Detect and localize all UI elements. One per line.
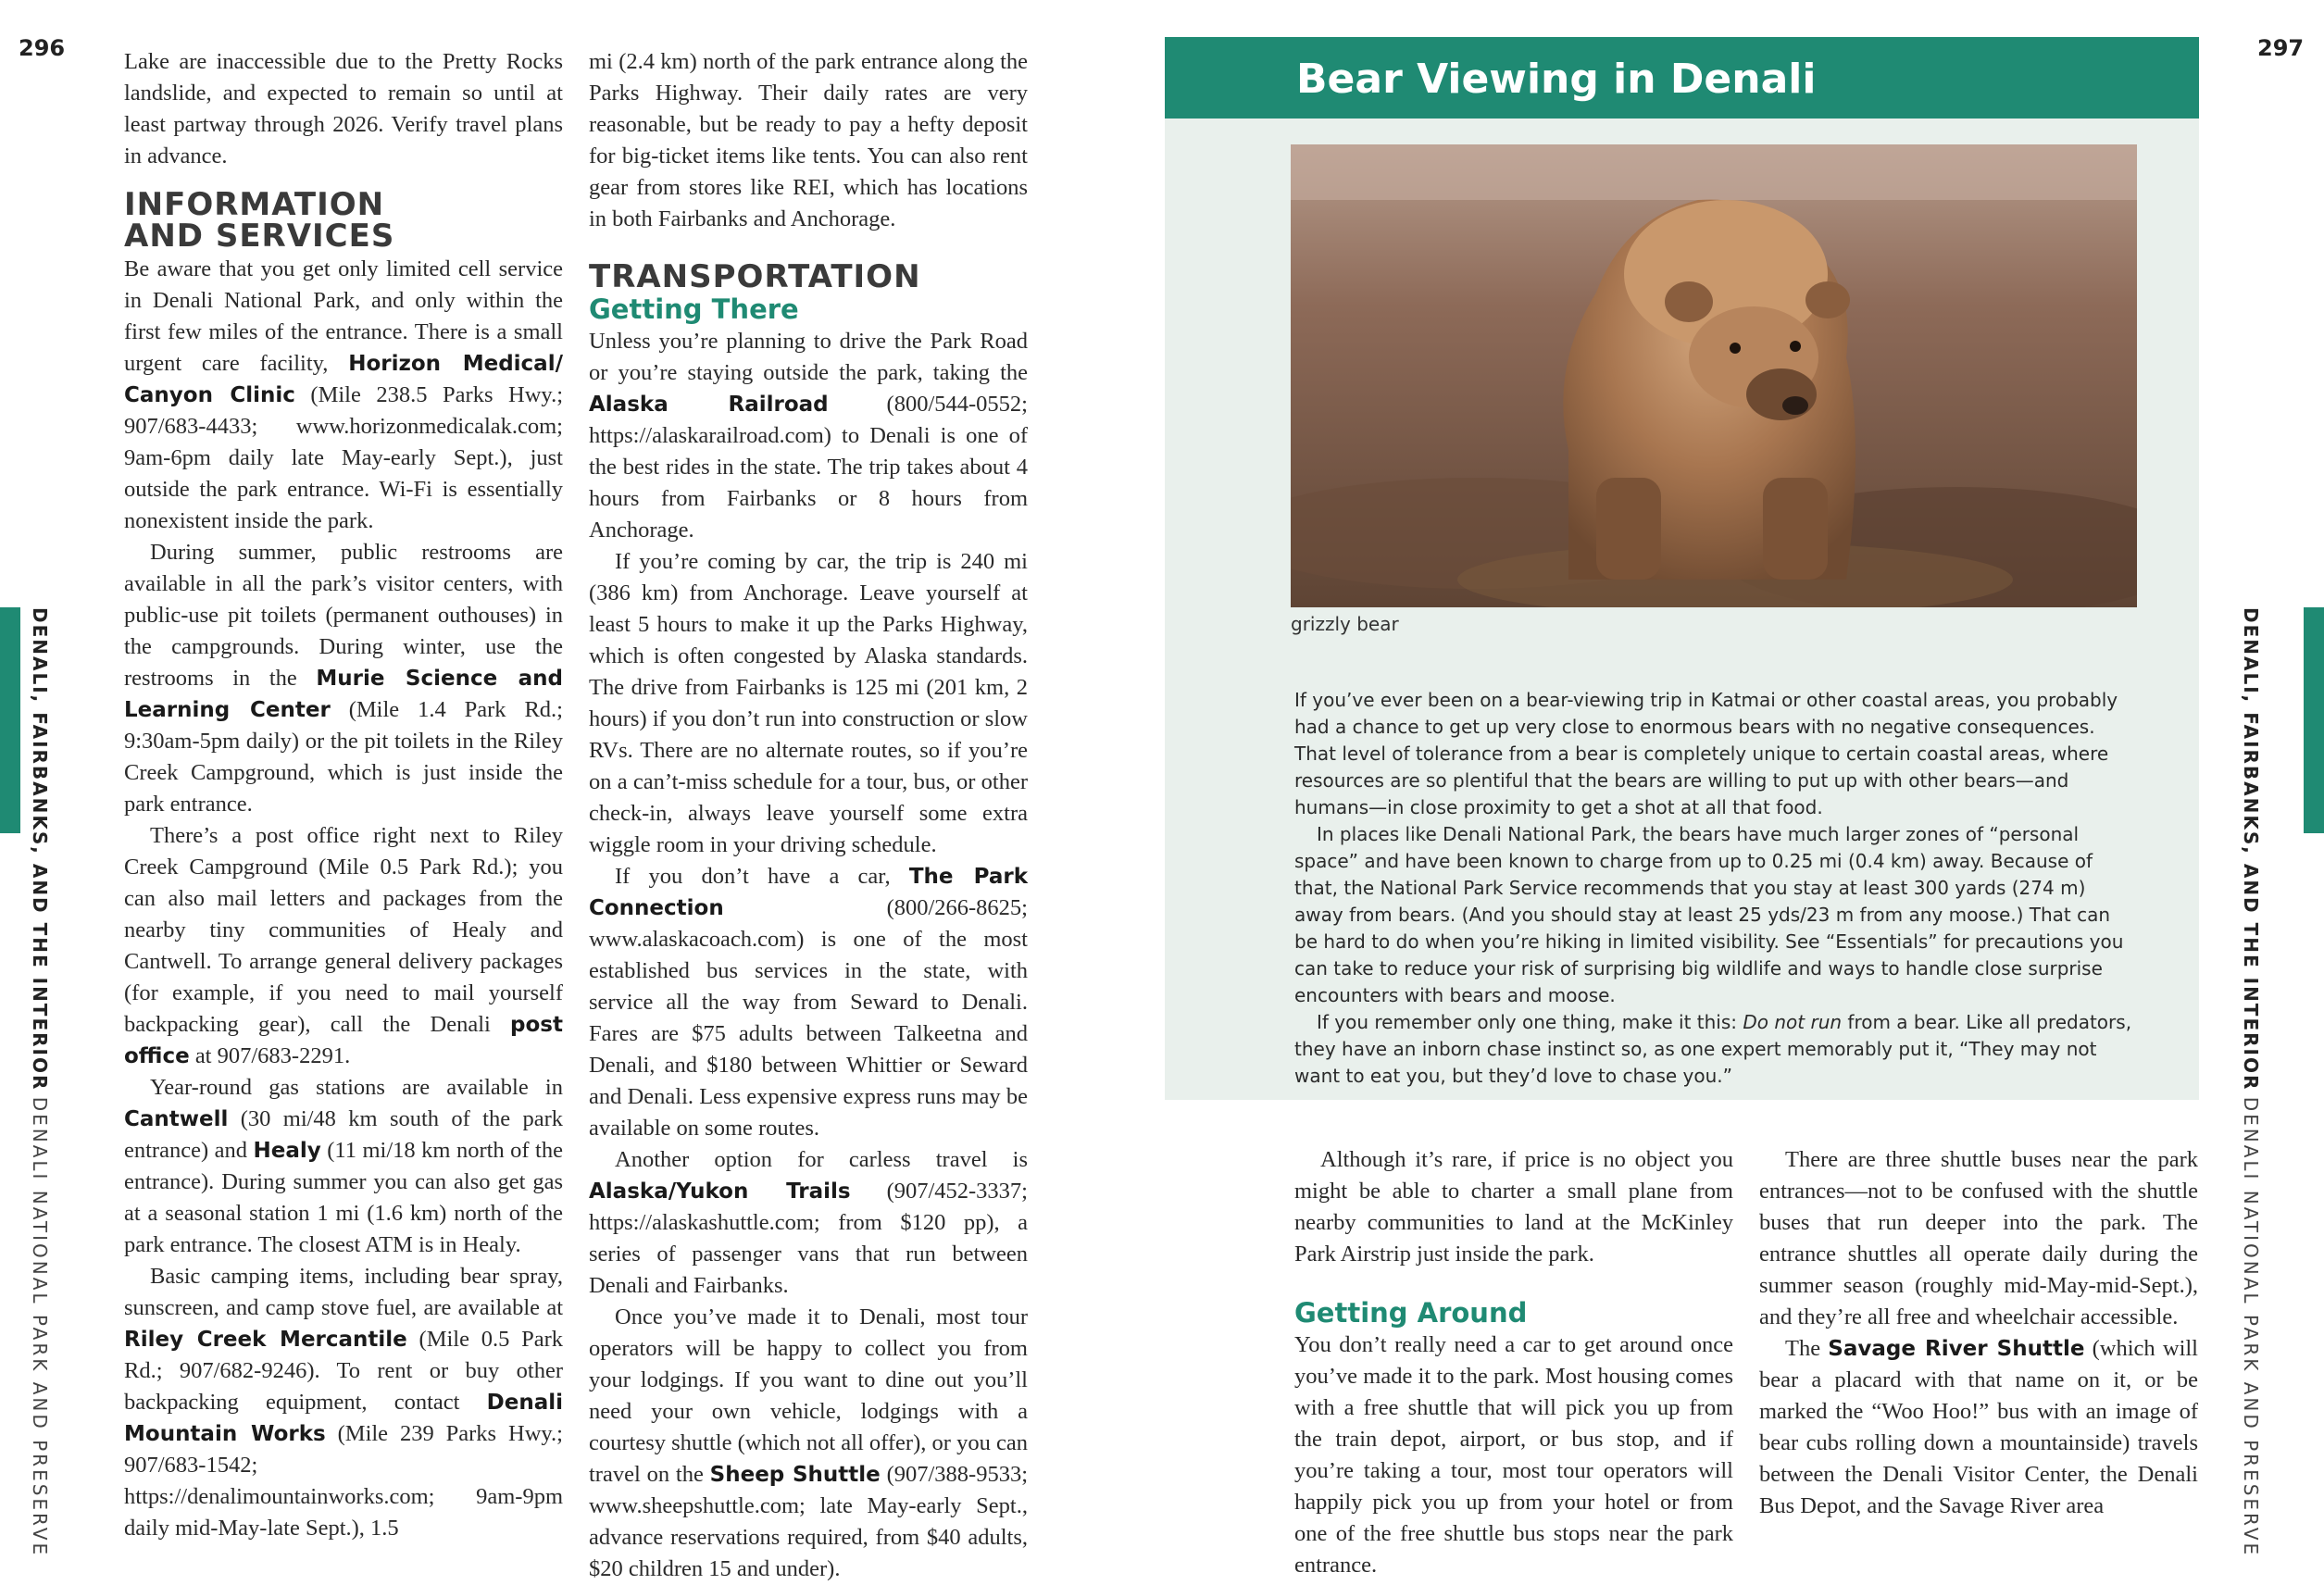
paragraph: Although it’s rare, if price is no object you might be able to charter a small plane from nearby communities to land at the McKinley Park Airstrip just inside the park. [1294,1147,1733,1267]
paragraph: During summer, public restrooms are available in all the park’s visitor centers, with public-use pit toilets (permanent outhouses) in the campgrounds. During winter, use the restrooms in the Murie Science and Learning Center (Mile 1.4 Park Rd.; 9:30am-5pm daily) or the pit toilets in the Riley Creek Campground, which is just inside the park entrance. [124,540,563,817]
place-name: Savage River Shuttle [1828,1337,2085,1361]
subheading-getting-there: Getting There [589,293,799,325]
place-name: Alaska Railroad [589,393,829,417]
page-number-right: 297 [2257,35,2305,61]
paragraph: The Savage River Shuttle (which will bear a placard with that name on it, or be marked the “Woo Hoo!” bus with an image of bear cubs rolling down a mountainside) travels between the Denali Visitor Center, the Denali Bus Depot, and the Savage River area [1759,1336,2198,1518]
section-heading-transportation: TRANSPORTATION [589,258,921,295]
side-label-left [28,607,52,1557]
place-name: The Park Connection [589,865,1028,920]
text-column-2 [589,46,1028,1585]
page-number-left: 296 [19,35,66,61]
paragraph: In places like Denali National Park, the bears have much larger zones of “personal space” and have been known to charge from up to 0.25 mi (0.4 km) away. Because of that, the National Park Service recommends that you stay at least 300 yards (274 m) away from bears. (And you should stay at least 25 yds/23 m from any moose.) That can be hard to do when you’re hiking in limited visibility. See “Essentials” for precautions you can take to reduce your risk of surprising big wildlife and ways to handle close surprise encounters with bears and moose. [1294,823,2124,1006]
paragraph: Lake are inaccessible due to the Pretty Rocks landslide, and expected to remain so until at least partway through 2026. Verify travel plans in advance. [124,49,563,168]
place-name: Riley Creek Mercantile [124,1328,407,1352]
paragraph: There’s a post office right next to Riley Creek Campground (Mile 0.5 Park Rd.); you can also mail letters and packages from the nearby tiny communities of Healy and Cantwell. To arrange general delivery packages (for example, if you need to mail yourself backpacking gear), call the Denali post office at 907/683-2291. [124,823,563,1068]
place-name: Healy [253,1139,321,1163]
thumb-tab-left [0,607,20,833]
place-name: Murie Science and Learning Center [124,667,563,722]
side-label-subtitle: DENALI NATIONAL PARK AND PRESERVE [2240,1096,2262,1558]
paragraph: There are three shuttle buses near the park entrances—not to be confused with the shuttle buses that run deeper into the park. The entrance shuttles all operate daily during the summer season (roughly mid-May-mid-Sept.), and they’re all free and wheelchair accessible. [1759,1147,2198,1329]
place-name: Horizon Medical/ Canyon Clinic [124,352,563,407]
paragraph: If you’re coming by car, the trip is 240 mi (386 km) from Anchorage. Leave yourself at least 5 hours to make it up the Parks Highway, which is often congested by Alaska standards. The drive from Fairbanks is 125 mi (201 km, 2 hours) if you don’t run into construction or slow RVs. There are no alternate routes, so if you’re on a can’t-miss schedule for a tour, bus, or other check-in, always leave yourself some extra wiggle room in your driving schedule. [589,549,1028,857]
side-label-title: DENALI, FAIRBANKS, AND THE INTERIOR [2240,607,2262,1092]
side-label-title: DENALI, FAIRBANKS, AND THE INTERIOR [29,607,51,1092]
paragraph: Year-round gas stations are available in Cantwell (30 mi/48 km south of the park entrance) and Healy (11 mi/18 km north of the entrance). During summer you can also get gas at a seasonal station 1 mi (1.6 km) north of the park entrance. The closest ATM is in Healy. [124,1075,563,1257]
side-label-right [2239,607,2263,1557]
paragraph: Another option for carless travel is Alaska/Yukon Trails (907/452-3337; https://alaskashuttle.com; from $120 pp), a series of passenger vans that run between Denali and Fairbanks. [589,1147,1028,1298]
paragraph: You don’t really need a car to get around once you’ve made it to the park. Most housing comes with a free shuttle that will pick you up from the train depot, airport, or bus stop, and if you’re taking a tour, most tour operators will happily pick you up from your hotel or from one of the free shuttle bus stops near the park entrance. [1294,1332,1733,1578]
grizzly-bear-photo [1291,144,2137,607]
paragraph: If you remember only one thing, make it this: Do not run from a bear. Like all predators, they have an inborn chase instinct so, as one expert memorably put it, “They may not want to eat you, but they’d love to chase you.” [1294,1011,2132,1087]
place-name: Cantwell [124,1107,229,1131]
section-heading-information: INFORMATION AND SERVICES [124,186,395,255]
text-column-1 [124,46,563,1544]
sidebar-body [1294,687,2139,1090]
subheading-getting-around: Getting Around [1294,1297,1528,1329]
place-name: Alaska/Yukon Trails [589,1179,851,1204]
sidebar-title: Bear Viewing in Denali [1296,56,1817,103]
paragraph: If you’ve ever been on a bear-viewing trip in Katmai or other coastal areas, you probably had a chance to get up very close to enormous bears with no negative consequences. That level of tolerance from a bear is completely unique to certain coastal areas, where resources are so plentiful that the bears are willing to put up with other bears—and humans—in close proximity to get a shot at all that food. [1294,689,2118,818]
thumb-tab-right [2304,607,2324,833]
side-label-subtitle: DENALI NATIONAL PARK AND PRESERVE [29,1096,51,1558]
paragraph: mi (2.4 km) north of the park entrance along the Parks Highway. Their daily rates are very reasonable, but be ready to pay a hefty deposit for big-ticket items like tents. You can also rent gear from stores like REI, which has locations in both Fairbanks and Anchorage. [589,49,1028,231]
paragraph: Basic camping items, including bear spray, sunscreen, and camp stove fuel, are available at Riley Creek Mercantile (Mile 0.5 Park Rd.; 907/682-9246). To rent or buy other backpacking equipment, contact Denali Mountain Works (Mile 239 Parks Hwy.; 907/683-1542; https://denalimountainworks.com; 9am-9pm daily mid-May-late Sept.), 1.5 [124,1264,563,1541]
emphasis: Do not run [1743,1011,1843,1033]
paragraph: Be aware that you get only limited cell service in Denali National Park, and only within the first few miles of the entrance. There is a small urgent care facility, Horizon Medical/ Canyon Clinic (Mile 238.5 Parks Hwy.; 907/683-4433; www.horizonmedicalak.com; 9am-6pm daily late May-early Sept.), just outside the park entrance. Wi-Fi is essentially nonexistent inside the park. [124,256,563,533]
paragraph: Once you’ve made it to Denali, most tour operators will be happy to collect you from your lodgings. If you want to dine out you’ll need your own vehicle, lodgings with a courtesy shuttle (which not all offer), or you can travel on the Sheep Shuttle (907/388-9533; www.sheepshuttle.com; late May-early Sept., advance reservations required, from $40 adults, $20 children 15 and under). [589,1304,1028,1581]
place-name: Denali Mountain Works [124,1391,563,1446]
place-name: post office [124,1013,563,1068]
text-column-4 [1759,1144,2198,1522]
place-name: Sheep Shuttle [709,1463,881,1487]
text-column-3 [1294,1144,1733,1581]
paragraph: Unless you’re planning to drive the Park Road or you’re staying outside the park, taking the Alaska Railroad (800/544-0552; https://alaskarailroad.com) to Denali is one of the best rides in the state. The trip takes about 4 hours from Fairbanks or 8 hours from Anchorage. [589,329,1028,543]
paragraph: If you don’t have a car, The Park Connection (800/266-8625; www.alaskacoach.com) is one of the most established bus services in the state, with service all the way from Seward to Denali. Fares are $75 adults between Talkeetna and Denali, and $180 between Whittier or Seward and Denali. Less expensive express runs may be available on some routes. [589,864,1028,1141]
photo-caption: grizzly bear [1291,613,1399,635]
